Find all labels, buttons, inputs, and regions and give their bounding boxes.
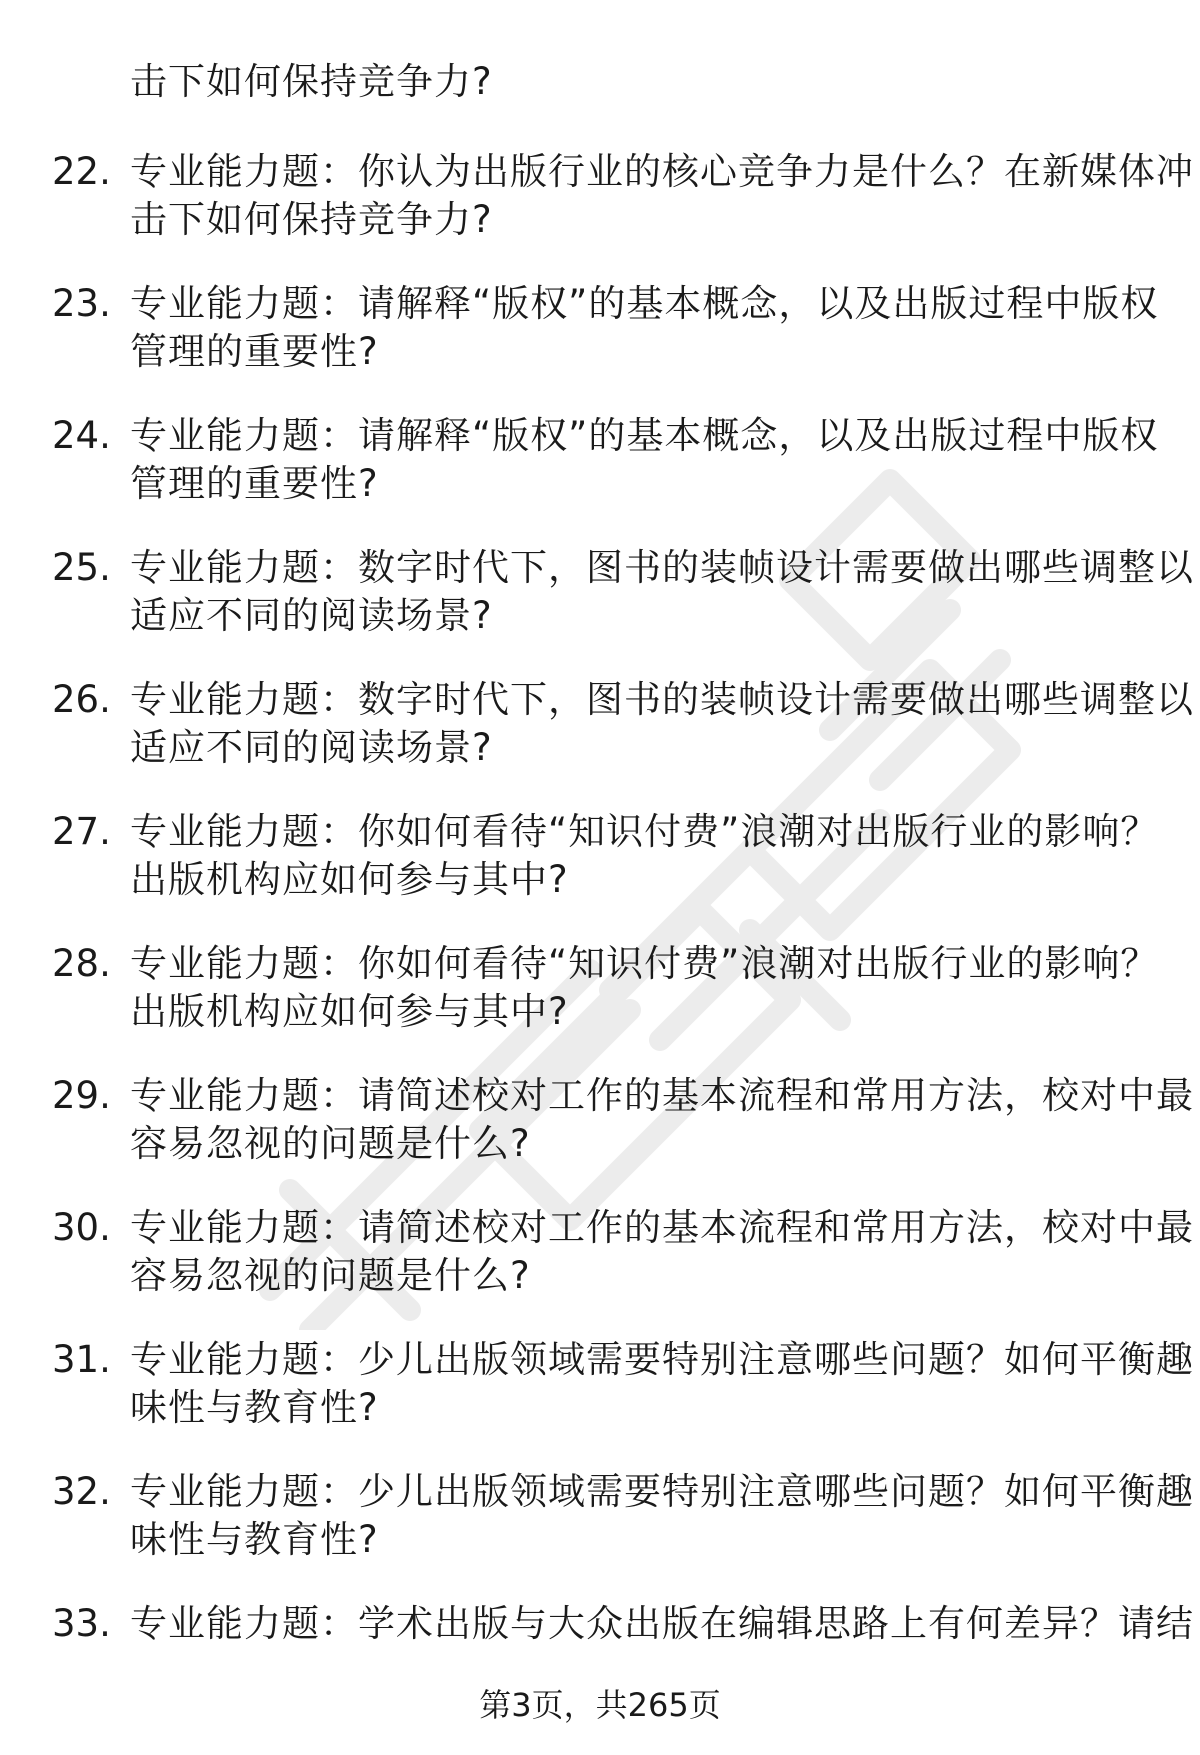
list-item [0,148,1200,280]
question-text [130,148,1194,244]
page-footer: 第3页，共265页 [479,1686,721,1724]
continued-question-text: 击下如何保持竞争力? [130,60,493,103]
question-line: 专业能力题：少儿出版领域需要特别注意哪些问题？如何平衡趣 [130,1338,1194,1381]
question-line: 管理的重要性? [130,330,379,373]
question-number: 22. [52,150,111,193]
question-number: 26. [52,678,111,721]
question-number: 27. [52,810,111,853]
question-line: 击下如何保持竞争力? [130,198,493,241]
question-text [130,1336,1194,1432]
list-item [0,1468,1200,1600]
question-text [130,676,1194,772]
list-item [0,676,1200,808]
question-number: 32. [52,1470,111,1513]
question-number: 28. [52,942,111,985]
question-text [130,412,1159,508]
question-line: 专业能力题：你如何看待“知识付费”浪潮对出版行业的影响？ [130,810,1159,853]
question-line: 容易忽视的问题是什么? [130,1254,531,1297]
question-line: 专业能力题：请解释“版权”的基本概念，以及出版过程中版权 [130,282,1159,325]
question-line: 专业能力题：数字时代下，图书的装帧设计需要做出哪些调整以 [130,546,1194,589]
list-item [0,940,1200,1072]
question-number: 30. [52,1206,111,1249]
question-list [0,148,1200,1732]
question-number: 31. [52,1338,111,1381]
question-line: 专业能力题：请简述校对工作的基本流程和常用方法，校对中最 [130,1074,1194,1117]
question-line: 专业能力题：少儿出版领域需要特别注意哪些问题？如何平衡趣 [130,1470,1194,1513]
question-line: 专业能力题：请解释“版权”的基本概念，以及出版过程中版权 [130,414,1159,457]
list-item [0,544,1200,676]
question-number: 23. [52,282,111,325]
question-text [130,280,1159,376]
question-line: 专业能力题：你认为出版行业的核心竞争力是什么？在新媒体冲 [130,150,1194,193]
question-number: 29. [52,1074,111,1117]
question-text [130,544,1194,640]
question-line: 味性与教育性? [130,1518,379,1561]
question-line: 适应不同的阅读场景? [130,594,493,637]
question-number: 25. [52,546,111,589]
question-number: 33. [52,1602,111,1645]
question-line: 味性与教育性? [130,1386,379,1429]
question-line: 管理的重要性? [130,462,379,505]
question-line: 专业能力题：你如何看待“知识付费”浪潮对出版行业的影响？ [130,942,1159,985]
question-line: 专业能力题：请简述校对工作的基本流程和常用方法，校对中最 [130,1206,1194,1249]
list-item [0,1072,1200,1204]
question-line: 专业能力题：学术出版与大众出版在编辑思路上有何差异？请结 [130,1602,1194,1645]
list-item [0,1336,1200,1468]
question-text [130,1468,1194,1564]
question-line: 专业能力题：数字时代下，图书的装帧设计需要做出哪些调整以 [130,678,1194,721]
question-text [130,1072,1194,1168]
question-number: 24. [52,414,111,457]
question-line: 出版机构应如何参与其中? [130,990,569,1033]
question-text [130,940,1159,1036]
question-line: 适应不同的阅读场景? [130,726,493,769]
list-item [0,808,1200,940]
question-text [130,808,1159,904]
question-line: 出版机构应如何参与其中? [130,858,569,901]
question-text [130,1204,1194,1300]
question-line: 容易忽视的问题是什么? [130,1122,531,1165]
question-text [130,1600,1194,1648]
list-item [0,1204,1200,1336]
list-item [0,412,1200,544]
list-item [0,280,1200,412]
